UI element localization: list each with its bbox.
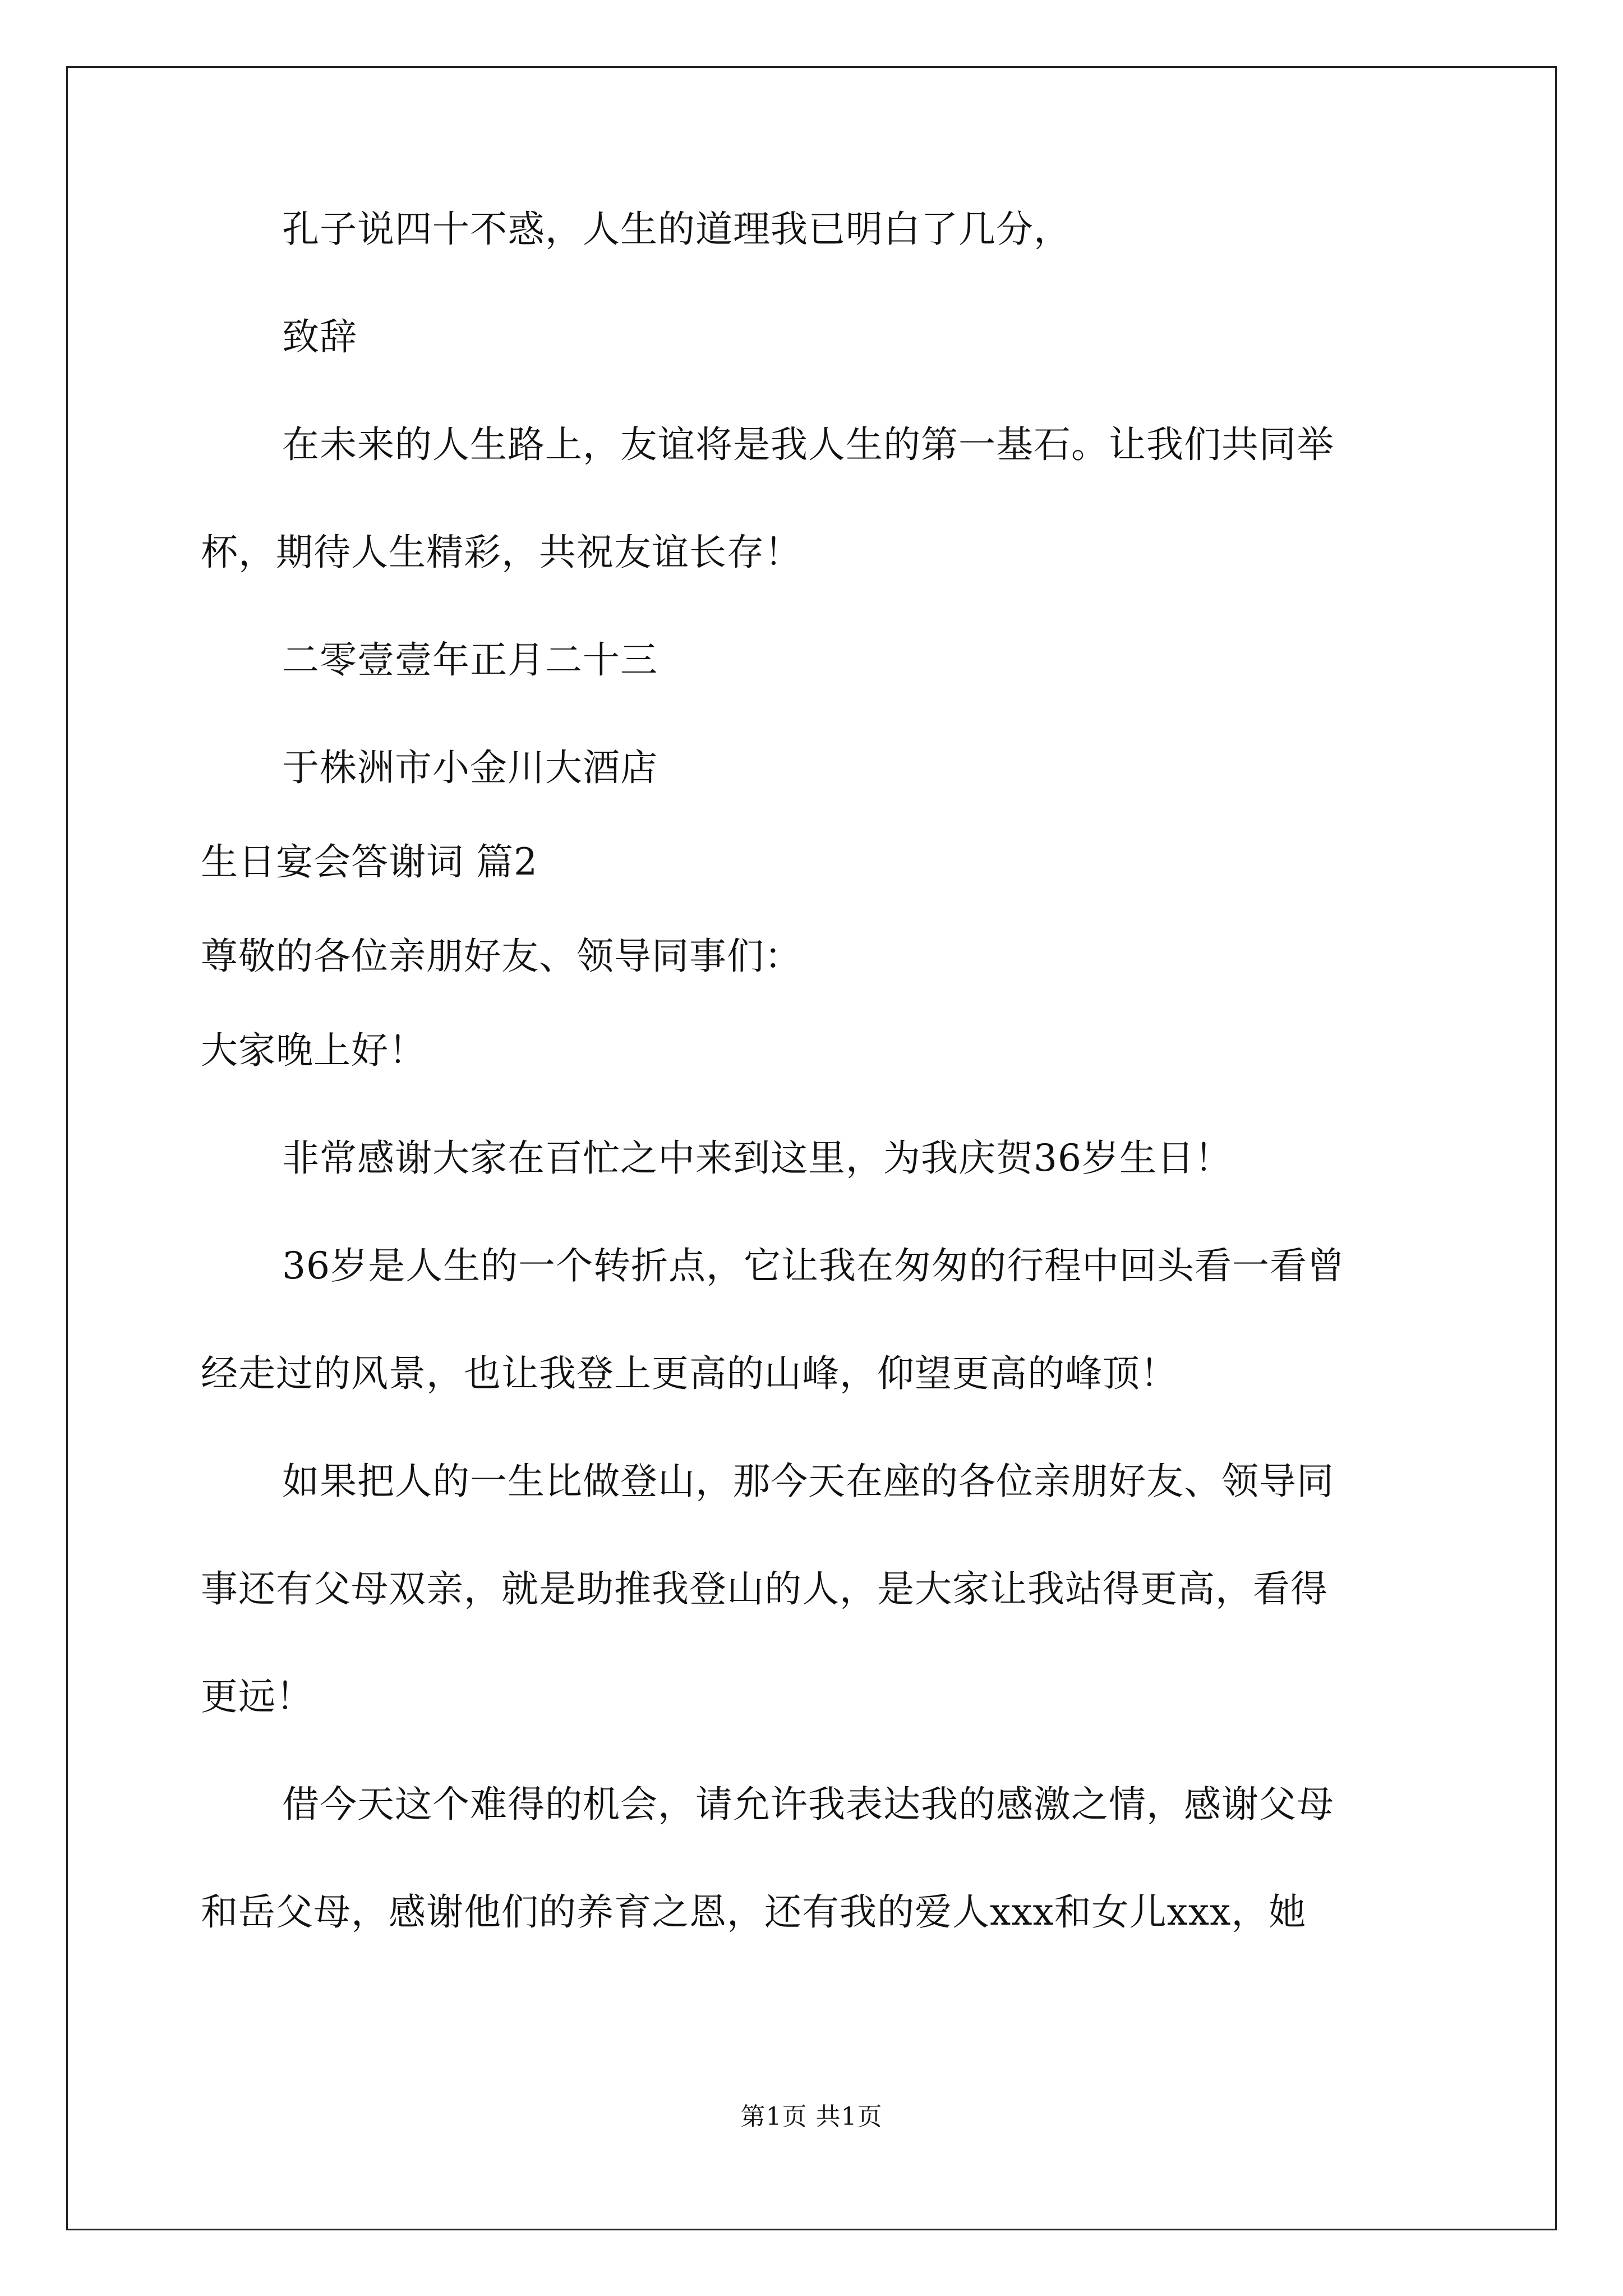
paragraph-line: 经走过的风景，也让我登上更高的山峰，仰望更高的峰顶！ <box>201 1352 1178 1395</box>
paragraph-line: 于株洲市小金川大酒店 <box>282 746 658 789</box>
paragraph-line: 更远！ <box>201 1675 313 1718</box>
paragraph-line: 和岳父母，感谢他们的养育之恩，还有我的爱人xxx和女儿xxx，她 <box>201 1890 1307 1934</box>
paragraph-line: 二零壹壹年正月二十三 <box>282 638 658 682</box>
paragraph-line: 如果把人的一生比做登山，那今天在座的各位亲朋好友、领导同 <box>282 1460 1334 1503</box>
paragraph-line: 非常感谢大家在百忙之中来到这里，为我庆贺36岁生日！ <box>282 1137 1232 1180</box>
paragraph-line: 36岁是人生的一个转折点，它让我在匆匆的行程中回头看一看曾 <box>282 1244 1345 1287</box>
document-body <box>201 202 1429 1940</box>
greeting: 大家晚上好！ <box>201 1029 426 1072</box>
paragraph-line: 孔子说四十不惑，人生的道理我已明白了几分， <box>282 208 1071 251</box>
paragraph-line: 在未来的人生路上，友谊将是我人生的第一基石。让我们共同举 <box>282 423 1334 466</box>
paragraph-line: 事还有父母双亲，就是助推我登山的人，是大家让我站得更高，看得 <box>201 1567 1328 1611</box>
paragraph-line: 借今天这个难得的机会，请允许我表达我的感激之情，感谢父母 <box>282 1783 1334 1826</box>
page-number-footer: 第1页 共1页 <box>740 2102 883 2131</box>
section-heading: 生日宴会答谢词 篇2 <box>201 840 538 884</box>
paragraph-line: 杯，期待人生精彩，共祝友谊长存！ <box>201 531 802 574</box>
salutation: 尊敬的各位亲朋好友、领导同事们： <box>201 935 802 978</box>
paragraph-line: 致辞 <box>282 315 357 358</box>
